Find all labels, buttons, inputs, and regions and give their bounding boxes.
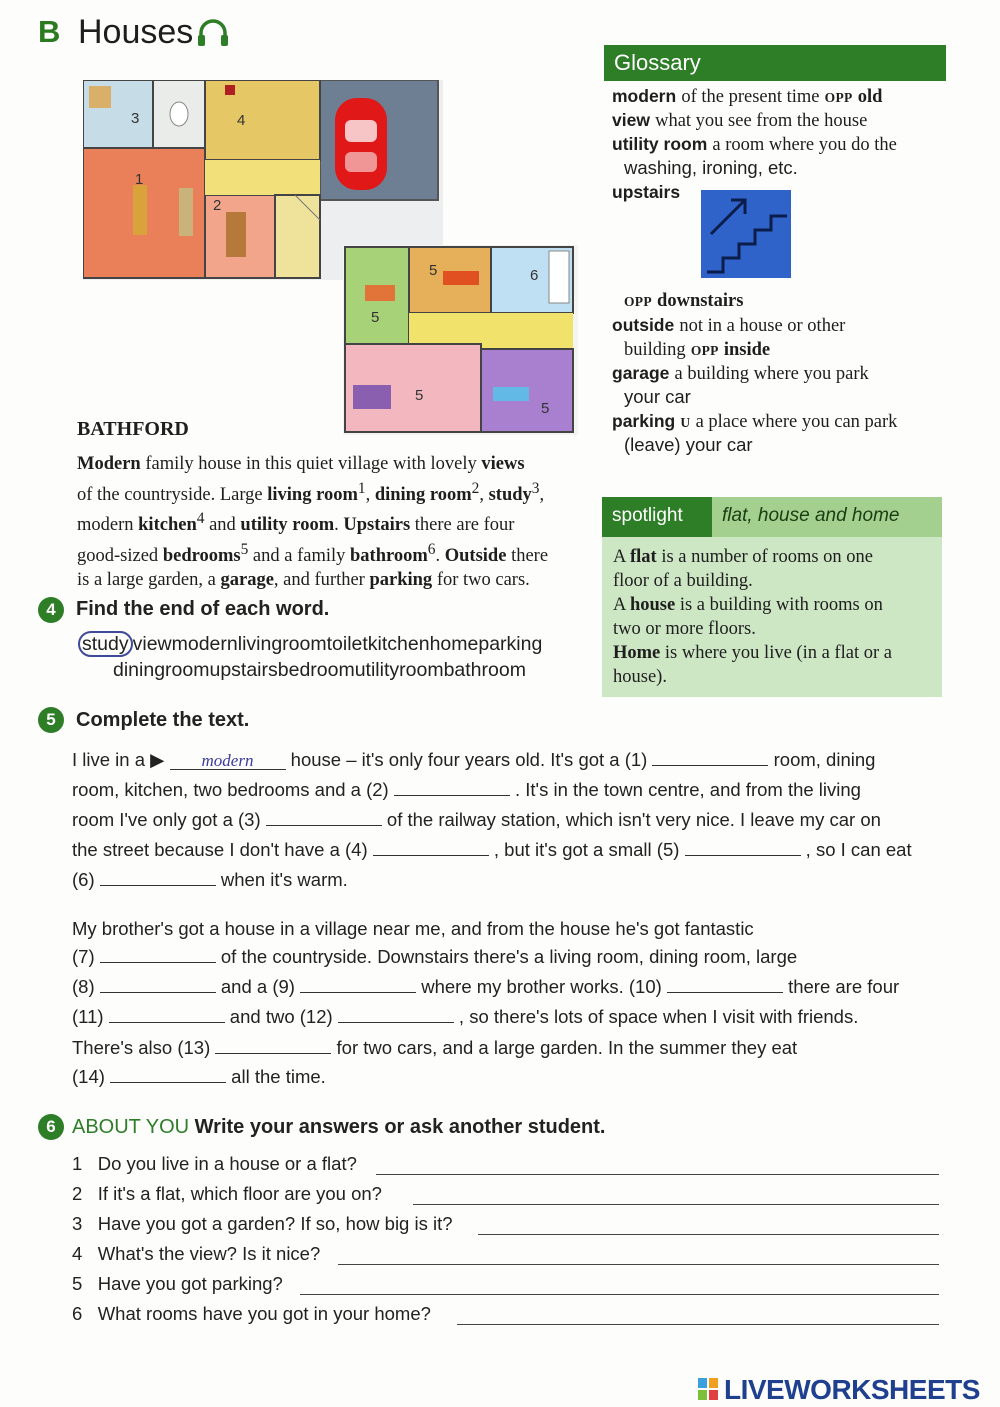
blank-3[interactable] [266,811,382,826]
exercise-6-number: 6 [38,1114,64,1140]
word-chain-line-2: diningroomupstairsbedroomutilityroombathroom [113,659,526,681]
glossary-entry-garage: garage a building where you park [612,363,869,384]
room-label: 5 [429,262,438,279]
spotlight-house-cont: two or more floors. [613,619,756,639]
blank-4[interactable] [373,841,489,856]
text-line: My brother's got a house in a village near me, and from the house he's got fantastic [72,918,754,939]
question-3: 3 Have you got a garden? If so, how big is it? [72,1213,453,1234]
text-line: (7) of the countryside. Downstairs there's a living room, dining room, large [72,946,798,967]
liveworksheets-logo[interactable]: LIVEWORKSHEETS [724,1374,980,1405]
text-line: the street because I don't have a (4) , but it's got a small (5) , so I can eat [72,839,912,860]
glossary-entry-utility-room-cont: washing, ironing, etc. [624,157,798,178]
glossary-header [604,45,946,81]
blank-12[interactable] [338,1008,454,1023]
glossary-entry-utility-room: utility room a room where you do the [612,134,897,155]
section-letter: B [38,14,61,49]
text-line: There's also (13) for two cars, and a large garden. In the summer they eat [72,1037,798,1058]
blank-11[interactable] [109,1008,225,1023]
liveworksheets-logo-icon [698,1378,718,1400]
question-2: 2 If it's a flat, which floor are you on? [72,1183,382,1204]
spotlight-home: Home is where you live (in a flat or a [613,643,892,663]
glossary-title: Glossary [614,50,701,75]
spotlight-flat-cont: floor of a building. [613,571,753,591]
text-line: room, kitchen, two bedrooms and a (2) . It's in the town centre, and from the living [72,779,861,800]
exercise-5-number: 5 [38,707,64,733]
glossary-entry-modern: modern of the present time OPP old [612,86,883,107]
blank-7[interactable] [100,948,216,963]
blank-9[interactable] [300,978,416,993]
spotlight-flat: A flat is a number of rooms on one [613,547,873,567]
glossary-entry-view: view what you see from the house [612,110,868,131]
exercise-4-title: Find the end of each word. [76,598,330,620]
blank-6[interactable] [100,871,216,886]
spotlight-title: flat, house and home [722,505,900,526]
room-label: 4 [237,112,246,129]
glossary-entry-outside: outside not in a house or other [612,315,846,336]
glossary-entry-upstairs: upstairs [612,182,681,202]
blank-10[interactable] [667,978,783,993]
glossary-entry-downstairs: OPP downstairs [624,291,744,311]
text-line: room I've only got a (3) of the railway station, which isn't very nice. I leave my car on [72,809,881,830]
room-label: 5 [541,400,550,417]
answer-line-3[interactable] [478,1234,939,1235]
section-title: Houses [78,13,194,51]
blank-8[interactable] [100,978,216,993]
text-line: (6) when it's warm. [72,869,348,890]
room-label: 3 [131,110,140,127]
answer-line-2[interactable] [413,1204,939,1205]
blank-2[interactable] [394,781,510,796]
room-label: 1 [135,171,144,188]
answer-line-1[interactable] [376,1174,939,1175]
question-1: 1 Do you live in a house or a flat? [72,1153,357,1174]
exercise-5-title: Complete the text. [76,709,250,731]
text-line: I live in a ▶ modern house – it's only four years old. It's got a (1) room, dining [72,749,876,770]
spotlight-tag: spotlight [602,497,712,537]
ad-title: BATHFORD [77,418,189,440]
question-5: 5 Have you got parking? [72,1273,283,1294]
blank-1[interactable] [652,751,768,766]
spotlight-home-cont: house). [613,667,667,687]
glossary-entry-outside-cont: building OPP inside [624,340,771,360]
upstairs-icon [701,190,791,278]
blank-14[interactable] [110,1068,226,1083]
question-6: 6 What rooms have you got in your home? [72,1303,431,1324]
question-4: 4 What's the view? Is it nice? [72,1243,321,1264]
blank-5[interactable] [685,841,801,856]
exercise-6-title: ABOUT YOU Write your answers or ask another student. [72,1116,606,1138]
glossary-entry-garage-cont: your car [624,386,691,407]
circled-word[interactable]: study [78,631,133,657]
spotlight-house: A house is a building with rooms on [613,595,883,615]
text-line: (8) and a (9) where my brother works. (10) there are four [72,976,900,997]
room-label: 5 [415,387,424,404]
word-chain-line-1: study viewmodernlivingroomtoiletkitchenhomeparking [78,632,542,656]
text-line: (11) and two (12) , so there's lots of space when I visit with friends. [72,1006,859,1027]
blank-13[interactable] [215,1039,331,1054]
answer-line-5[interactable] [300,1294,939,1295]
answer-line-4[interactable] [338,1264,939,1265]
room-label: 2 [213,197,222,214]
text-line: (14) all the time. [72,1066,326,1087]
answer-line-6[interactable] [457,1324,939,1325]
glossary-entry-parking: parking U a place where you can park [612,411,898,432]
glossary-entry-parking-cont: (leave) your car [624,434,753,455]
upper-floor-plan [343,245,578,435]
room-label: 5 [371,309,380,326]
headphones-icon[interactable] [196,18,230,48]
ad-text: Modern family house in this quiet village with lovely views of the countryside. Large living room$^1$, dining room$^2$, study$^3$, modern kitchen$^4$ and utility room. Upstairs there are four good-sized bedrooms$^5$ and a family bathroom$^6$. Outside there is a large garden, a garage, and further parking for two cars. [77,454,549,591]
exercise-4-number: 4 [38,597,64,623]
room-label: 6 [530,267,539,284]
example-answer: modern [170,753,286,770]
